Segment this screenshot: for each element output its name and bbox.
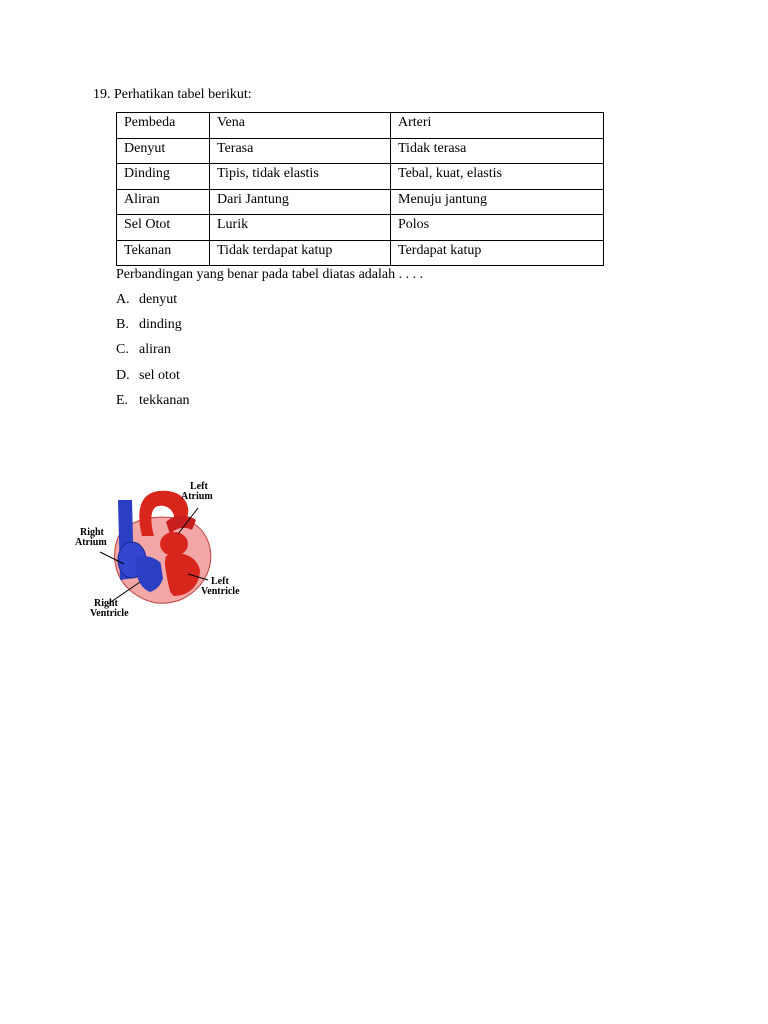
table-cell: Sel Otot (117, 215, 210, 241)
option-e[interactable] (116, 393, 190, 409)
option-a[interactable] (116, 292, 177, 308)
table-cell: Tipis, tidak elastis (210, 164, 391, 190)
table-cell: Tebal, kuat, elastis (391, 164, 604, 190)
option-letter: C. (116, 342, 129, 357)
option-letter: B. (116, 317, 129, 332)
table-cell: Lurik (210, 215, 391, 241)
left-ventricle-label: Ventricle (201, 586, 240, 597)
table-cell: Denyut (117, 138, 210, 164)
table-cell: Tekanan (117, 240, 210, 266)
option-text: dinding (139, 317, 182, 332)
option-text: denyut (139, 292, 178, 307)
table-row (117, 240, 604, 266)
table-row (117, 113, 604, 139)
table-row (117, 164, 604, 190)
left-atrium-shape (160, 532, 188, 556)
question-title: 19. Perhatikan tabel berikut: (93, 87, 252, 102)
table-row (117, 138, 604, 164)
heart-diagram (70, 478, 250, 620)
table-cell: Terasa (210, 138, 391, 164)
option-d[interactable] (116, 368, 180, 384)
table-cell: Terdapat katup (391, 240, 604, 266)
table-cell: Tidak terdapat katup (210, 240, 391, 266)
table-cell: Tidak terasa (391, 138, 604, 164)
option-b[interactable] (116, 317, 182, 333)
table-row (117, 215, 604, 241)
option-c[interactable] (116, 342, 171, 358)
option-text: aliran (139, 342, 171, 357)
option-letter: E. (116, 393, 129, 408)
table-cell: Arteri (391, 113, 604, 139)
comparison-table (116, 112, 604, 266)
right-ventricle-label: Right (94, 598, 118, 609)
left-atrium-label: Atrium (181, 491, 213, 502)
table-row (117, 189, 604, 215)
option-text: sel otot (139, 368, 180, 383)
right-ventricle-label: Ventricle (90, 608, 129, 619)
question-prompt: Perbandingan yang benar pada tabel diatas adalah . . . . (116, 267, 424, 282)
left-ventricle-label: Left (211, 576, 229, 587)
table-cell: Pembeda (117, 113, 210, 139)
option-text: tekkanan (139, 393, 190, 408)
table-cell: Dinding (117, 164, 210, 190)
right-atrium-label: Atrium (75, 537, 107, 548)
table-cell: Polos (391, 215, 604, 241)
option-letter: A. (116, 292, 130, 307)
table-cell: Dari Jantung (210, 189, 391, 215)
right-atrium-label: Right (80, 527, 104, 538)
table-cell: Aliran (117, 189, 210, 215)
table-cell: Menuju jantung (391, 189, 604, 215)
left-atrium-label: Left (190, 481, 208, 492)
table-cell: Vena (210, 113, 391, 139)
option-letter: D. (116, 368, 130, 383)
